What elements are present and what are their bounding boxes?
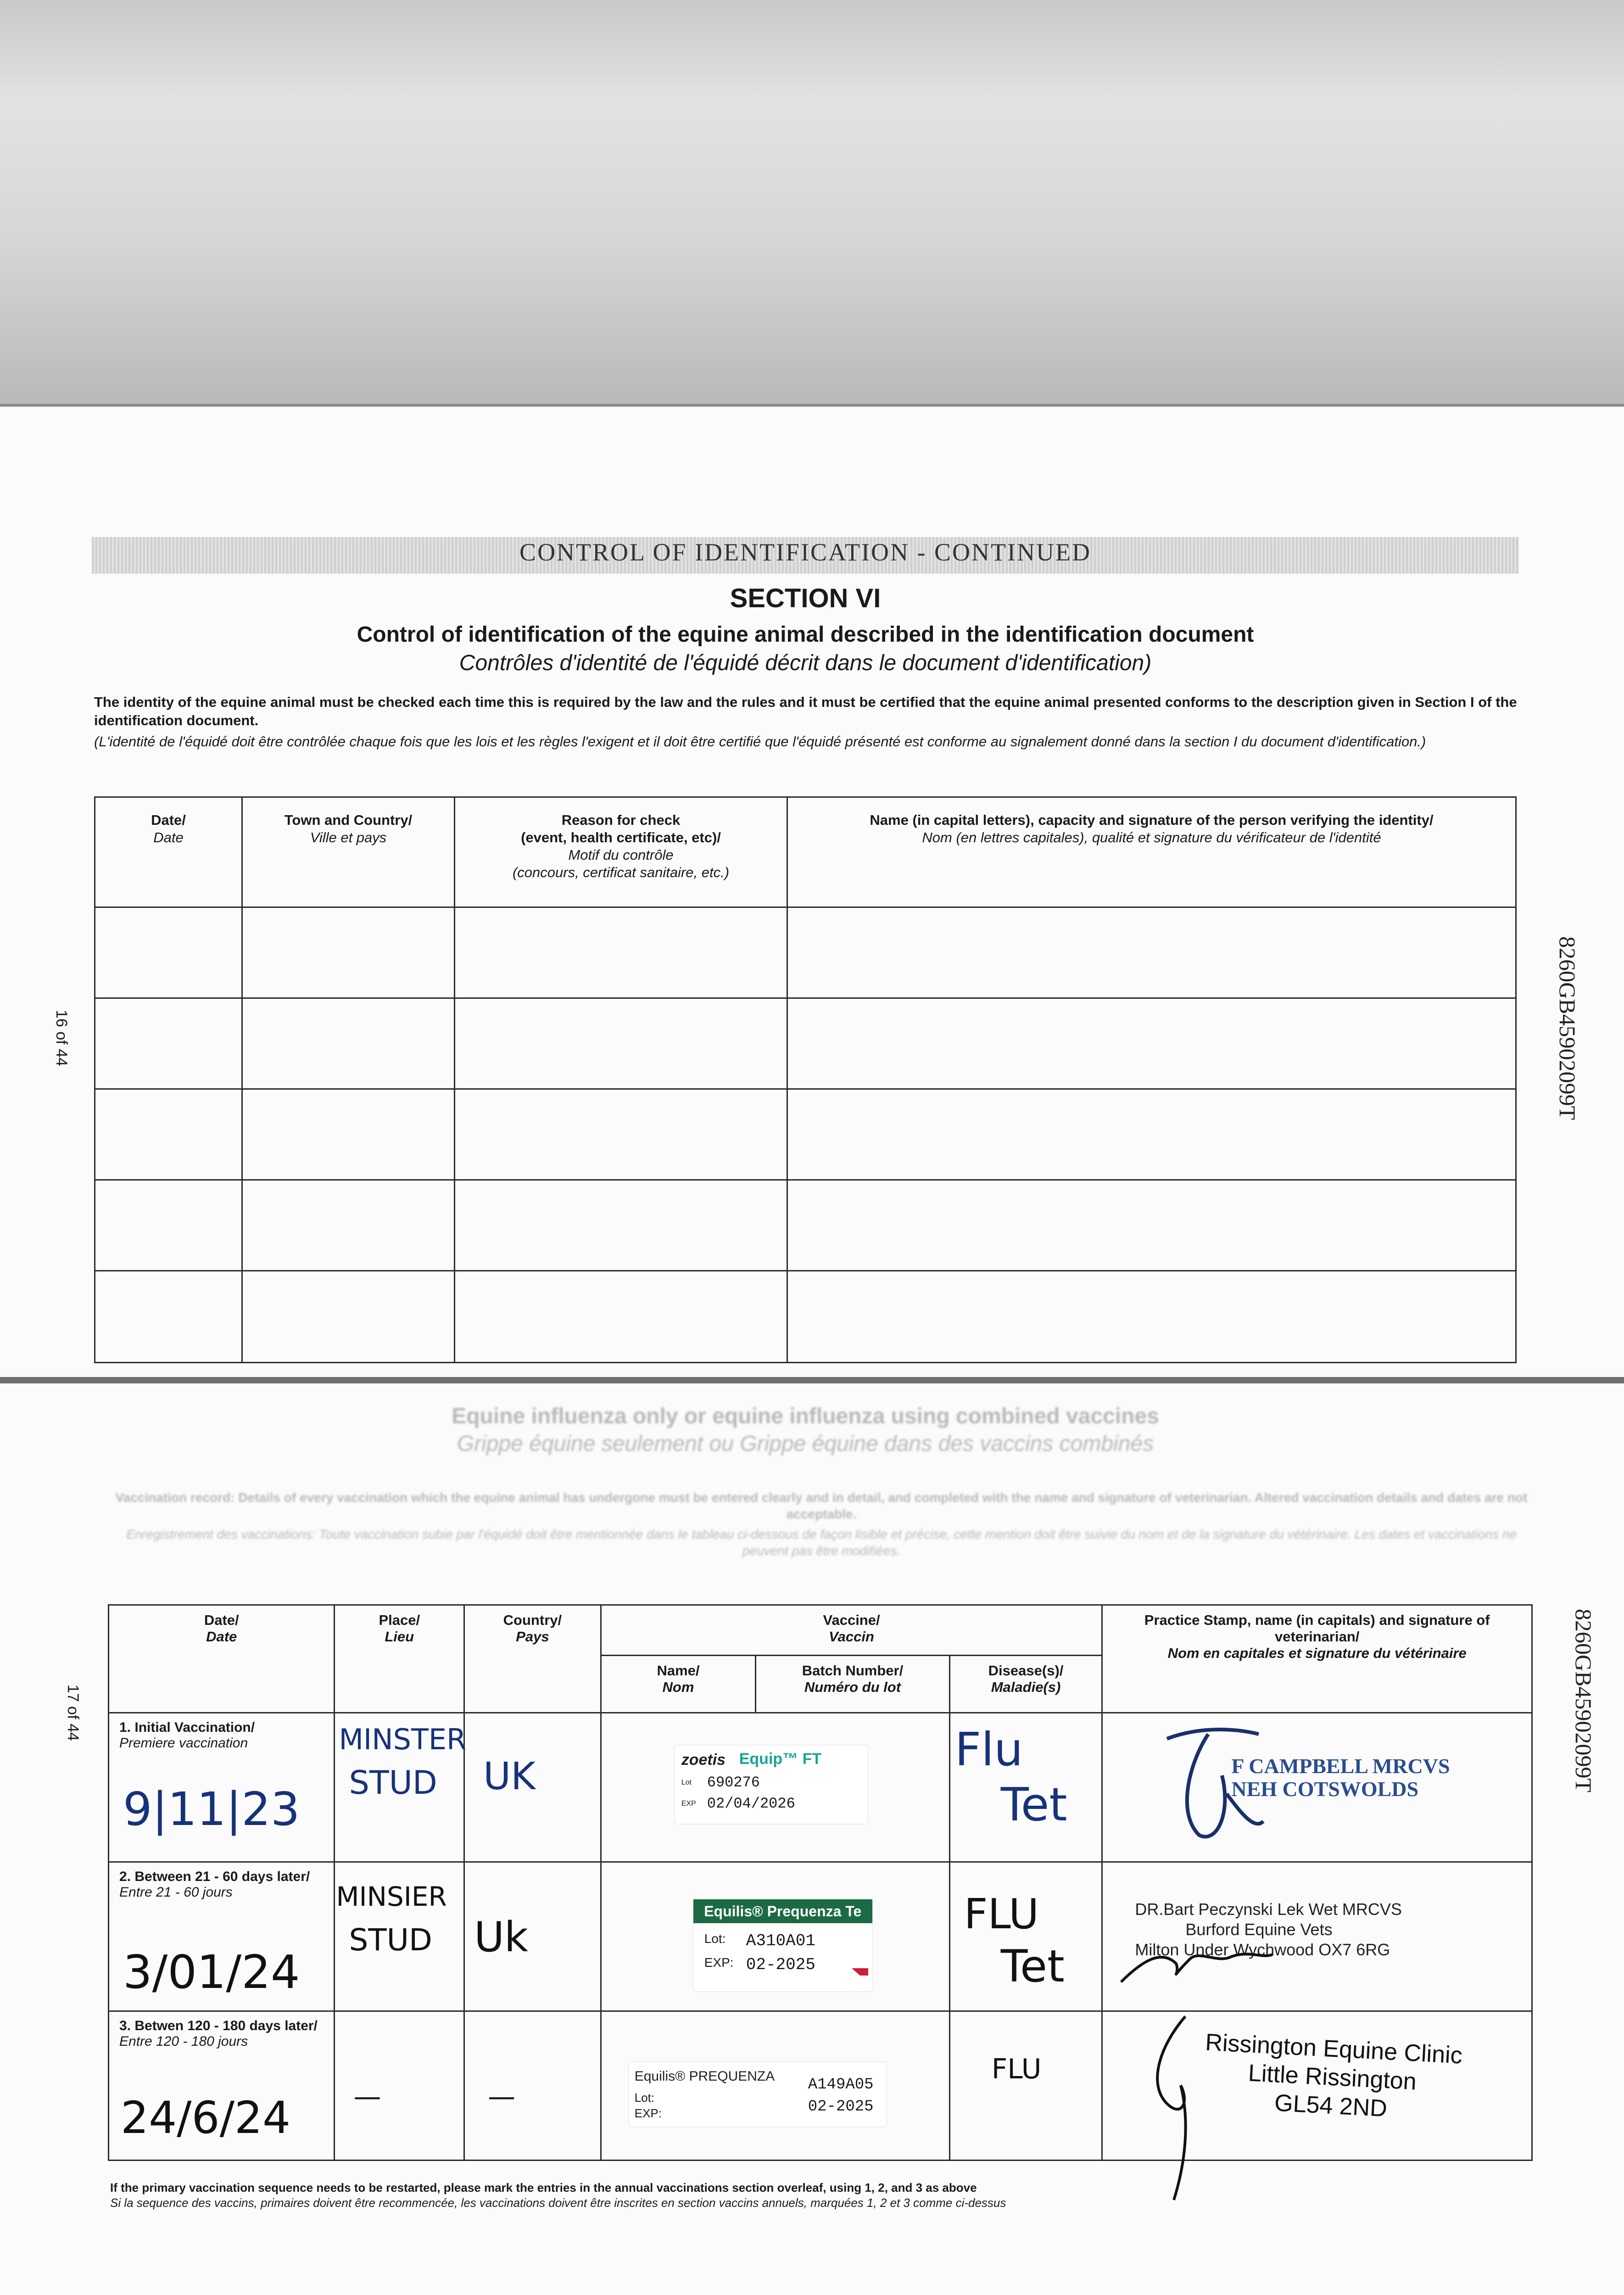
input-cell[interactable] — [242, 998, 455, 1089]
col-date: Date/ Date — [109, 1605, 335, 1713]
col-practice-stamp: Practice Stamp, name (in capitals) and signature of veterinarian/ Nom en capitales et signature du vétérinaire — [1102, 1605, 1532, 1713]
practice-stamp: F CAMPBELL MRCVS NEH COTSWOLDS — [1231, 1754, 1450, 1801]
expiry-date: 02/04/2026 — [707, 1795, 795, 1812]
col-verifier: Name (in capital letters), capacity and signature of the person verifying the identity/ Nom (en lettres capitales), qualité et signature du vérificateur de l'identité — [787, 797, 1516, 907]
stamp-cell[interactable] — [1102, 1862, 1532, 2011]
input-cell[interactable] — [787, 1180, 1516, 1271]
handwritten-country: — — [488, 2081, 516, 2113]
table-row — [95, 907, 1516, 998]
intro-text-en: The identity of the equine animal must be checked each time this is required by the law and the rules and it must be certified that the equine animal presented conforms to the description given in Section I of the identification document. — [94, 694, 1517, 728]
handwritten-disease: Flu — [954, 1723, 1023, 1776]
col-country: Country/ Pays — [464, 1605, 601, 1713]
section-subtitle-en: Control of identification of the equine animal described in the identification document — [357, 622, 1254, 647]
disease-cell[interactable] — [949, 1862, 1102, 2011]
input-cell[interactable] — [455, 907, 787, 998]
vaccine-sticker — [675, 1746, 868, 1824]
handwritten-place-2: STUD — [349, 1922, 432, 1958]
handwritten-place-2: STUD — [349, 1764, 437, 1802]
vaccination-row-1 — [109, 1713, 1532, 1862]
expiry-date: 02-2025 — [808, 2098, 874, 2116]
input-cell[interactable] — [455, 998, 787, 1089]
footer-note: If the primary vaccination sequence needs to be restarted, please mark the entries in the annual vaccinations section overleaf, using 1, 2, and 3 as above Si la sequence des vaccins, primaires doivent être recommencée, les vaccinations doivent être inscrites en section vaccins annuels, marquées 1, 2 et 3 comme ci-dessus — [110, 2181, 1006, 2210]
section-title: SECTION VI — [730, 583, 881, 613]
scanner-background — [0, 0, 1624, 404]
banner-title: CONTROL OF IDENTIFICATION - CONTINUED — [519, 538, 1091, 566]
vet-signature — [1112, 1931, 1277, 1996]
input-cell[interactable] — [242, 1180, 455, 1271]
faded-title-en: Equine influenza only or equine influenza using combined vaccines — [452, 1404, 1159, 1428]
disease-cell[interactable] — [949, 2011, 1102, 2161]
place-cell[interactable] — [335, 1713, 467, 1862]
input-cell[interactable] — [787, 1089, 1516, 1180]
page-number-17: 17 of 44 — [64, 1685, 82, 1741]
vaccine-sticker — [629, 2062, 886, 2127]
lot-label: Lot — [681, 1779, 692, 1786]
date-cell[interactable]: 1. Initial Vaccination/ Premiere vaccination 9|11|23 — [109, 1713, 335, 1862]
col-vaccine: Vaccine/ Vaccin — [601, 1605, 1102, 1656]
col-disease: Disease(s)/ Maladie(s) — [949, 1656, 1102, 1713]
product-name: Equip™ FT — [739, 1750, 822, 1768]
input-cell[interactable] — [95, 1271, 242, 1363]
faded-intro-fr: Enregistrement des vaccinations: Toute vaccination subie par l'équidé doit être mentionnée dans le tableau ci-dessous de façon lisible et précise, cette mention doit être suivie du nom et de la signature du vétérinaire. Les dates et vaccinations ne peuvent pas être modifiées. — [126, 1527, 1517, 1558]
country-cell[interactable] — [464, 2011, 601, 2161]
input-cell[interactable] — [95, 1089, 242, 1180]
faded-title-fr: Grippe équine seulement ou Grippe équine dans des vaccins combinés — [457, 1432, 1154, 1456]
col-reason: Reason for check (event, health certificate, etc)/ Motif du contrôle (concours, certificat sanitaire, etc.) — [455, 797, 787, 907]
table-row — [95, 1089, 1516, 1180]
expiry-date: 02-2025 — [746, 1955, 815, 1974]
country-cell[interactable] — [464, 1862, 601, 2011]
vaccine-name-batch-cell[interactable] — [601, 1862, 949, 2011]
exp-label: EXP — [681, 1800, 696, 1808]
stamp-cell[interactable] — [1102, 2011, 1532, 2161]
zoetis-logo: zoetis — [681, 1751, 726, 1769]
handwritten-date: 24/6/24 — [121, 2092, 291, 2144]
lot-number: A149A05 — [808, 2076, 874, 2093]
vaccination-row-3 — [109, 2011, 1532, 2161]
handwritten-country: Uk — [474, 1913, 529, 1961]
input-cell[interactable] — [787, 907, 1516, 998]
page-number-16: 16 of 44 — [53, 1010, 70, 1066]
faded-intro-en: Vaccination record: Details of every vaccination which the equine animal has undergone must be entered clearly and in detail, and completed with the name and signature of veterinarian. Altered vaccination details and dates are not acceptable. — [115, 1490, 1528, 1521]
lot-label: Lot: — [634, 2091, 655, 2105]
red-corner-mark — [852, 1968, 868, 1976]
document-id-page16: 8260GB45902099T — [1555, 936, 1580, 1120]
input-cell[interactable] — [242, 1089, 455, 1180]
country-cell[interactable] — [464, 1713, 601, 1862]
input-cell[interactable] — [95, 1180, 242, 1271]
handwritten-date: 9|11|23 — [123, 1782, 300, 1836]
input-cell[interactable] — [242, 907, 455, 998]
exp-label: EXP: — [634, 2106, 662, 2120]
col-vaccine-name: Name/ Nom — [601, 1656, 756, 1713]
date-cell[interactable]: 2. Between 21 - 60 days later/ Entre 21 - 60 jours 3/01/24 — [109, 1862, 335, 2011]
vaccination-row-2 — [109, 1862, 1532, 2011]
table-row — [95, 1180, 1516, 1271]
handwritten-disease: FLU — [964, 1890, 1039, 1938]
table-row — [95, 998, 1516, 1089]
handwritten-disease: FLU — [991, 2053, 1042, 2085]
place-cell[interactable] — [335, 2011, 464, 2161]
handwritten-place: — — [353, 2081, 381, 2113]
intro-text-fr: (L'identité de l'équidé doit être contrôlée chaque fois que les lois et les règles l'exigent et il doit être certifié que l'équidé présenté est conforme au signalement donné dans la section I du document d'identification.) — [94, 733, 1426, 750]
lot-label: Lot: — [704, 1931, 726, 1946]
col-town-country: Town and Country/ Ville et pays — [242, 797, 455, 907]
input-cell[interactable] — [455, 1180, 787, 1271]
disease-cell[interactable] — [949, 1713, 1102, 1862]
col-batch-number: Batch Number/ Numéro du lot — [756, 1656, 949, 1713]
product-name: Equilis® Prequenza Te — [693, 1899, 872, 1923]
practice-stamp: Rissington Equine Clinic Little Rissington GL54 2ND — [1205, 2029, 1463, 2122]
vaccine-sticker — [693, 1899, 872, 1991]
stamp-cell[interactable] — [1102, 1713, 1532, 1862]
input-cell[interactable] — [787, 1271, 1516, 1363]
lot-number: 690276 — [707, 1774, 760, 1791]
input-cell[interactable] — [455, 1089, 787, 1180]
input-cell[interactable] — [242, 1271, 455, 1363]
vaccine-name-batch-cell[interactable] — [601, 2011, 949, 2161]
exp-label: EXP: — [704, 1955, 734, 1970]
vaccine-name-batch-cell[interactable] — [601, 1713, 949, 1862]
practice-stamp: DR.Bart Peczynski Lek Wet MRCVS Burford Equine Vets Milton Under Wychwood OX7 6RG — [1135, 1900, 1402, 1959]
section-subtitle-fr: Contrôles d'identité de l'équidé décrit dans le document d'identification) — [459, 651, 1152, 675]
identity-check-table — [94, 796, 1517, 1363]
handwritten-place: MINSIER — [336, 1881, 447, 1912]
document-id-page17: 8260GB45902099T — [1571, 1609, 1596, 1792]
input-cell[interactable] — [787, 998, 1516, 1089]
handwritten-disease-2: Tet — [1000, 1778, 1067, 1831]
input-cell[interactable] — [95, 907, 242, 998]
handwritten-disease-2: Tet — [1000, 1941, 1065, 1992]
input-cell[interactable] — [95, 998, 242, 1089]
lot-number: A310A01 — [746, 1931, 815, 1950]
product-name: Equilis® PREQUENZA — [634, 2069, 775, 2084]
place-cell[interactable] — [335, 1862, 464, 2011]
date-cell[interactable]: 3. Betwen 120 - 180 days later/ Entre 120 - 180 jours 24/6/24 — [109, 2011, 335, 2161]
handwritten-place: MINSTER — [339, 1723, 467, 1756]
col-date: Date/ Date — [95, 797, 242, 907]
input-cell[interactable] — [455, 1271, 787, 1363]
col-place: Place/ Lieu — [335, 1605, 464, 1713]
handwritten-date: 3/01/24 — [123, 1945, 300, 1999]
vaccination-table — [108, 1604, 1533, 2161]
handwritten-country: UK — [483, 1755, 536, 1798]
table-row — [95, 1271, 1516, 1363]
